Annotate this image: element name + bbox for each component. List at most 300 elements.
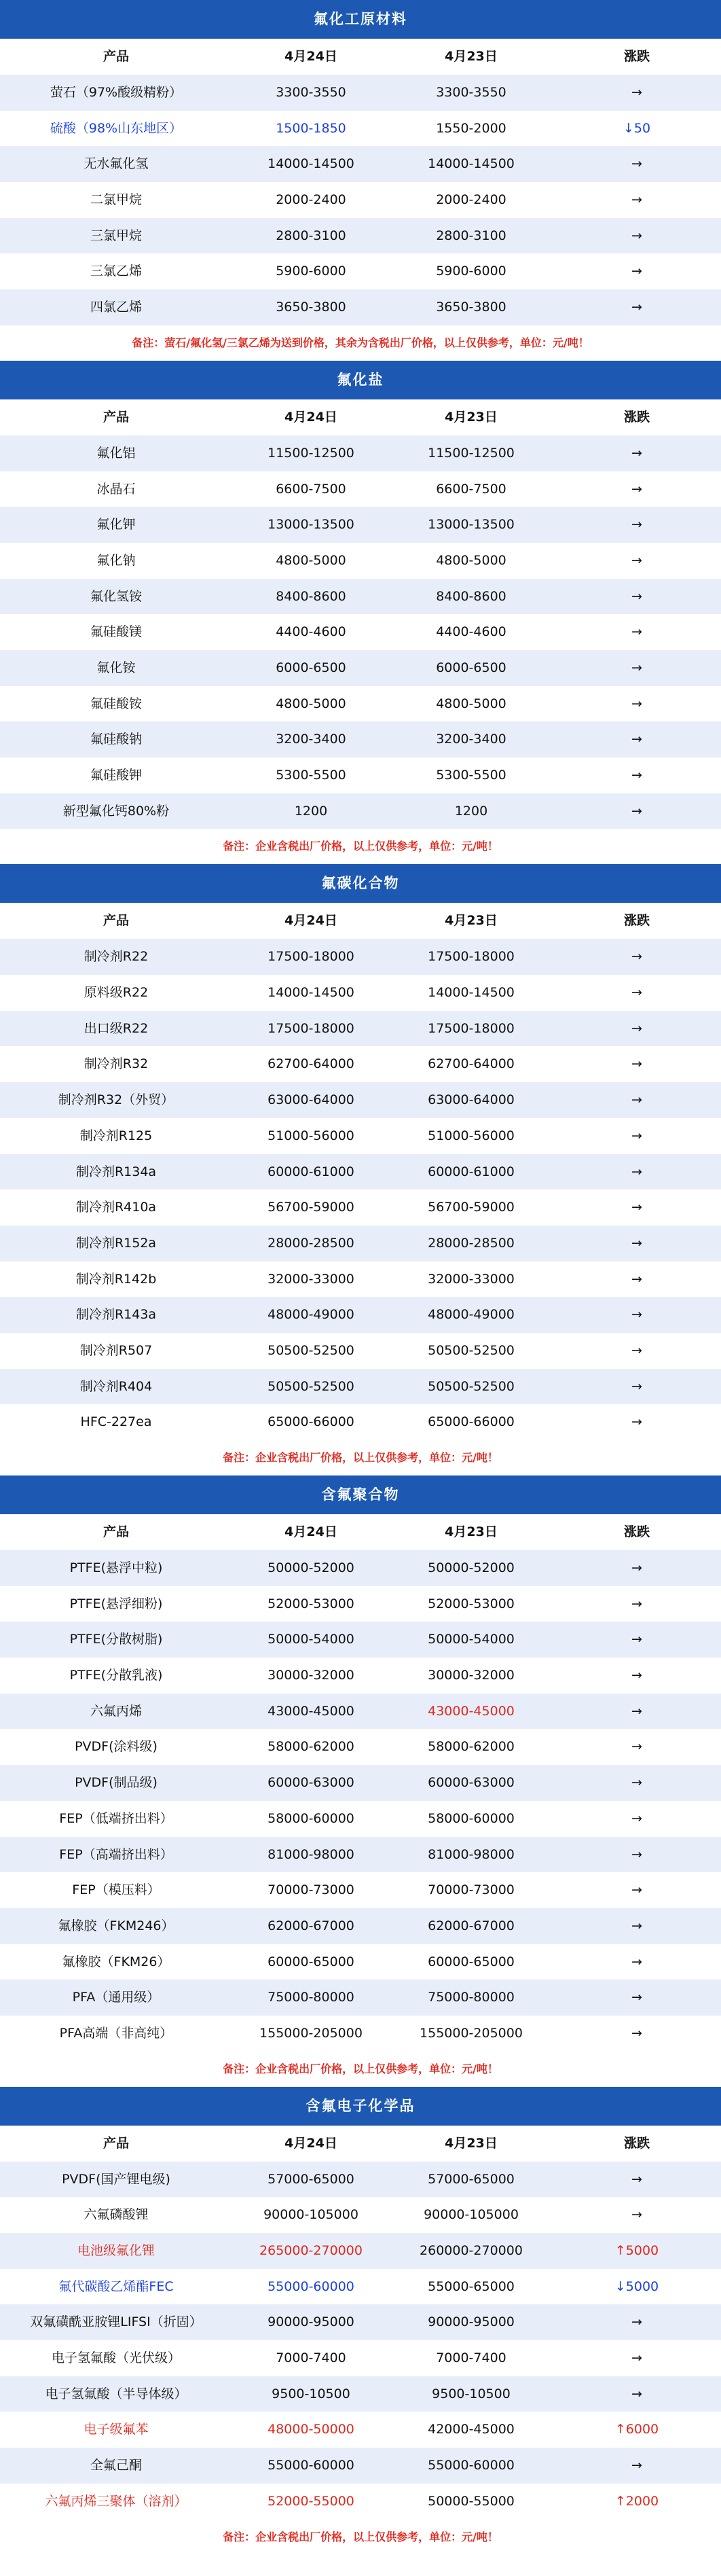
price-cell: 5900-6000 bbox=[436, 264, 506, 279]
product-name: 六氟丙烯三聚体（溶剂） bbox=[45, 2493, 187, 2509]
price-cell: 58000-62000 bbox=[428, 1739, 515, 1755]
price-cell: 28000-28500 bbox=[428, 1235, 515, 1251]
table-row bbox=[0, 2340, 721, 2376]
table-row bbox=[0, 1980, 721, 2016]
product-name: HFC-227ea bbox=[80, 1414, 152, 1430]
change-cell: → bbox=[631, 2207, 642, 2223]
price-cell: 17500-18000 bbox=[267, 1020, 354, 1036]
price-cell: 51000-56000 bbox=[428, 1128, 515, 1143]
product-name: 氟硅酸铵 bbox=[90, 696, 142, 711]
change-cell: → bbox=[631, 1164, 642, 1179]
price-cell: 50500-52500 bbox=[267, 1378, 354, 1394]
table-row bbox=[0, 1297, 721, 1333]
section-1 bbox=[0, 0, 721, 361]
change-cell: → bbox=[631, 1200, 642, 1215]
change-cell: → bbox=[631, 803, 642, 819]
table-row bbox=[0, 2016, 721, 2052]
change-cell: → bbox=[631, 445, 642, 461]
price-cell: 62700-64000 bbox=[267, 1056, 354, 1072]
section-title: 含氟聚合物 bbox=[0, 1475, 721, 1514]
change-cell: → bbox=[631, 1235, 642, 1251]
product-name: PFA高端（非高纯） bbox=[59, 2025, 173, 2041]
header-cell: 产品 bbox=[103, 49, 129, 64]
table-row bbox=[0, 507, 721, 543]
change-cell: → bbox=[631, 300, 642, 315]
product-name: 制冷剂R507 bbox=[79, 1342, 153, 1358]
price-cell: 8400-8600 bbox=[436, 588, 506, 604]
price-cell: 3300-3550 bbox=[436, 85, 506, 100]
price-cell: 60000-63000 bbox=[267, 1775, 354, 1791]
change-cell: → bbox=[631, 2350, 642, 2366]
product-name: 氟橡胶（FKM26） bbox=[62, 1954, 170, 1969]
product-name: 氟化钠 bbox=[96, 552, 136, 568]
product-name: 制冷剂R404 bbox=[79, 1378, 153, 1394]
change-cell: → bbox=[631, 228, 642, 243]
change-cell: → bbox=[631, 1668, 642, 1683]
price-cell: 13000-13500 bbox=[267, 517, 354, 533]
table-row bbox=[0, 2197, 721, 2233]
section-note: 备注：企业含税出厂价格，以上仅供参考，单位：元/吨！ bbox=[223, 840, 498, 853]
product-name: 原料级R22 bbox=[84, 985, 149, 1001]
product-name: 全氟己酮 bbox=[90, 2458, 142, 2473]
price-cell: 56700-59000 bbox=[428, 1200, 515, 1215]
change-cell: → bbox=[631, 1739, 642, 1755]
change-cell: → bbox=[631, 1703, 642, 1719]
price-cell: 4400-4600 bbox=[436, 624, 506, 640]
header-cell: 产品 bbox=[103, 409, 129, 425]
change-cell: → bbox=[631, 1882, 642, 1898]
change-cell: → bbox=[631, 85, 642, 100]
change-cell: → bbox=[631, 1918, 642, 1933]
header-cell: 4月24日 bbox=[284, 2135, 337, 2151]
table-row bbox=[0, 579, 721, 615]
price-cell: 5900-6000 bbox=[276, 264, 346, 279]
table-row bbox=[0, 2448, 721, 2484]
table-row bbox=[0, 2412, 721, 2448]
price-cell: 9500-10500 bbox=[272, 2386, 350, 2401]
product-name: 氟化铵 bbox=[96, 660, 136, 675]
product-name: PVDF(涂料级) bbox=[75, 1739, 158, 1755]
table-row bbox=[0, 650, 721, 686]
change-cell: ↓50 bbox=[623, 120, 651, 136]
price-cell: 42000-45000 bbox=[428, 2422, 515, 2437]
change-cell: → bbox=[631, 1632, 642, 1647]
section-note: 备注：企业含税出厂价格，以上仅供参考，单位：元/吨！ bbox=[223, 2530, 498, 2543]
header-cell: 4月23日 bbox=[445, 1524, 498, 1539]
price-cell: 1200 bbox=[294, 803, 328, 819]
section-title: 含氟电子化学品 bbox=[0, 2087, 721, 2126]
table-row bbox=[0, 1872, 721, 1908]
price-cell: 14000-14500 bbox=[428, 985, 515, 1001]
product-name: 氟硅酸钾 bbox=[90, 768, 142, 783]
change-cell: → bbox=[631, 1560, 642, 1575]
price-cell: 75000-80000 bbox=[267, 1990, 354, 2005]
table-row bbox=[0, 2162, 721, 2198]
change-cell: → bbox=[631, 2171, 642, 2187]
table-row bbox=[0, 182, 721, 218]
price-cell: 14000-14500 bbox=[267, 156, 354, 172]
header-cell: 产品 bbox=[103, 2135, 129, 2151]
table-row bbox=[0, 757, 721, 793]
table-row bbox=[0, 614, 721, 650]
price-cell: 63000-64000 bbox=[428, 1092, 515, 1108]
table-row bbox=[0, 1404, 721, 1440]
price-cell: 155000-205000 bbox=[420, 2025, 523, 2041]
header-cell: 产品 bbox=[103, 1524, 129, 1539]
price-cell: 1550-2000 bbox=[436, 120, 506, 136]
table-header bbox=[0, 399, 721, 435]
price-cell: 8400-8600 bbox=[276, 588, 346, 604]
change-cell: → bbox=[631, 1056, 642, 1072]
product-name: 制冷剂R22 bbox=[84, 949, 149, 965]
price-cell: 48000-49000 bbox=[428, 1307, 515, 1323]
price-cell: 43000-45000 bbox=[428, 1703, 515, 1719]
table-header bbox=[0, 39, 721, 75]
table-row bbox=[0, 1837, 721, 1873]
price-cell: 3300-3550 bbox=[276, 85, 346, 100]
price-cell: 81000-98000 bbox=[428, 1846, 515, 1862]
price-cell: 70000-73000 bbox=[267, 1882, 354, 1898]
price-cell: 55000-60000 bbox=[267, 2278, 354, 2294]
change-cell: → bbox=[631, 732, 642, 747]
table-row bbox=[0, 721, 721, 757]
header-cell: 4月23日 bbox=[445, 2135, 498, 2151]
product-name: 制冷剂R134a bbox=[75, 1164, 157, 1179]
header-cell: 涨跌 bbox=[623, 913, 650, 929]
header-cell: 产品 bbox=[103, 913, 129, 929]
product-name: 四氯乙烯 bbox=[90, 300, 142, 315]
product-name: 二氯甲烷 bbox=[90, 192, 142, 208]
header-cell: 涨跌 bbox=[623, 2135, 650, 2151]
change-cell: → bbox=[631, 2025, 642, 2041]
price-cell: 13000-13500 bbox=[428, 517, 515, 533]
price-cell: 30000-32000 bbox=[267, 1668, 354, 1683]
product-name: 制冷剂R410a bbox=[75, 1200, 157, 1215]
product-name: FEP（低端挤出料） bbox=[59, 1810, 173, 1826]
change-cell: → bbox=[631, 552, 642, 568]
table-row bbox=[0, 1801, 721, 1837]
table-row bbox=[0, 543, 721, 579]
change-cell: → bbox=[631, 1271, 642, 1287]
change-cell: → bbox=[631, 192, 642, 208]
table-row bbox=[0, 111, 721, 147]
product-name: 制冷剂R32 bbox=[84, 1056, 149, 1072]
product-name: FEP（模压料） bbox=[72, 1882, 160, 1898]
price-cell: 32000-33000 bbox=[428, 1271, 515, 1287]
price-cell: 50500-52500 bbox=[428, 1342, 515, 1358]
price-cell: 90000-105000 bbox=[263, 2207, 358, 2223]
header-cell: 4月24日 bbox=[284, 913, 337, 929]
price-cell: 4800-5000 bbox=[436, 552, 506, 568]
price-cell: 2800-3100 bbox=[276, 228, 346, 243]
price-cell: 62000-67000 bbox=[267, 1918, 354, 1933]
price-cell: 62700-64000 bbox=[428, 1056, 515, 1072]
change-cell: → bbox=[631, 1020, 642, 1036]
price-cell: 51000-56000 bbox=[267, 1128, 354, 1143]
price-cell: 4800-5000 bbox=[436, 696, 506, 711]
product-name: 氟化钾 bbox=[96, 517, 136, 533]
price-cell: 14000-14500 bbox=[428, 156, 515, 172]
product-name: PFA（通用级） bbox=[72, 1990, 160, 2005]
header-cell: 4月24日 bbox=[284, 49, 337, 64]
section-title: 氟化盐 bbox=[0, 361, 721, 399]
section-title: 氟化工原材料 bbox=[0, 0, 721, 39]
price-cell: 48000-50000 bbox=[267, 2422, 354, 2437]
header-cell: 4月24日 bbox=[284, 409, 337, 425]
price-cell: 55000-60000 bbox=[267, 2458, 354, 2473]
price-cell: 50000-54000 bbox=[267, 1632, 354, 1647]
price-cell: 52000-53000 bbox=[267, 1596, 354, 1611]
price-cell: 65000-66000 bbox=[267, 1414, 354, 1430]
change-cell: ↑5000 bbox=[614, 2243, 659, 2258]
table-row bbox=[0, 1369, 721, 1405]
price-cell: 11500-12500 bbox=[428, 445, 515, 461]
change-cell: → bbox=[631, 1846, 642, 1862]
section-title: 氟碳化合物 bbox=[0, 864, 721, 903]
price-cell: 17500-18000 bbox=[267, 949, 354, 965]
change-cell: → bbox=[631, 1092, 642, 1108]
product-name: 萤石（97%酸级精粉） bbox=[50, 85, 183, 100]
change-cell: → bbox=[631, 588, 642, 604]
table-row bbox=[0, 1011, 721, 1047]
price-cell: 265000-270000 bbox=[259, 2243, 363, 2258]
product-name: PTFE(分散乳液) bbox=[69, 1668, 163, 1683]
table-row bbox=[0, 1729, 721, 1765]
price-cell: 60000-61000 bbox=[267, 1164, 354, 1179]
table-header bbox=[0, 2126, 721, 2162]
product-name: 电子氢氟酸（半导体级） bbox=[45, 2386, 187, 2401]
price-cell: 1200 bbox=[454, 803, 488, 819]
product-name: 制冷剂R143a bbox=[75, 1307, 157, 1323]
table-row bbox=[0, 1046, 721, 1082]
change-cell: → bbox=[631, 624, 642, 640]
price-cell: 5300-5500 bbox=[276, 768, 346, 783]
table-row bbox=[0, 1189, 721, 1226]
product-name: 无水氟化氢 bbox=[84, 156, 149, 172]
change-cell: → bbox=[631, 264, 642, 279]
product-name: 硫酸（98%山东地区） bbox=[50, 120, 183, 136]
change-cell: → bbox=[631, 1596, 642, 1611]
price-cell: 30000-32000 bbox=[428, 1668, 515, 1683]
table-row bbox=[0, 2376, 721, 2412]
header-cell: 4月23日 bbox=[445, 49, 498, 64]
change-cell: ↓5000 bbox=[614, 2278, 659, 2294]
product-name: 氟硅酸镁 bbox=[90, 624, 142, 640]
table-row bbox=[0, 2484, 721, 2520]
price-cell: 32000-33000 bbox=[267, 1271, 354, 1287]
header-cell: 涨跌 bbox=[623, 409, 650, 425]
header-cell: 涨跌 bbox=[623, 49, 650, 64]
price-cell: 60000-63000 bbox=[428, 1775, 515, 1791]
price-cell: 7000-7400 bbox=[276, 2350, 346, 2366]
change-cell: → bbox=[631, 1414, 642, 1430]
change-cell: → bbox=[631, 1990, 642, 2005]
table-row bbox=[0, 2304, 721, 2340]
product-name: 双氟磺酰亚胺锂LIFSI（折固） bbox=[30, 2314, 202, 2330]
price-cell: 55000-65000 bbox=[428, 2278, 515, 2294]
change-cell: → bbox=[631, 1128, 642, 1143]
price-cell: 4800-5000 bbox=[276, 552, 346, 568]
section-note: 备注：企业含税出厂价格，以上仅供参考，单位：元/吨！ bbox=[223, 1451, 498, 1464]
header-cell: 4月24日 bbox=[284, 1524, 337, 1539]
price-cell: 60000-61000 bbox=[428, 1164, 515, 1179]
change-cell: → bbox=[631, 1810, 642, 1826]
table-row bbox=[0, 1658, 721, 1694]
product-name: 氟橡胶（FKM246） bbox=[58, 1918, 174, 1933]
table-row bbox=[0, 435, 721, 471]
product-name: FEP（高端挤出料） bbox=[59, 1846, 173, 1862]
price-cell: 58000-62000 bbox=[267, 1739, 354, 1755]
price-cell: 50000-55000 bbox=[428, 2493, 515, 2509]
change-cell: → bbox=[631, 768, 642, 783]
product-name: PTFE(分散树脂) bbox=[69, 1632, 163, 1647]
product-name: 电子氢氟酸（光伏级） bbox=[51, 2350, 181, 2366]
table-header bbox=[0, 903, 721, 939]
table-row bbox=[0, 1226, 721, 1262]
price-cell: 6600-7500 bbox=[276, 481, 346, 497]
price-cell: 28000-28500 bbox=[267, 1235, 354, 1251]
price-cell: 63000-64000 bbox=[267, 1092, 354, 1108]
table-row bbox=[0, 1082, 721, 1118]
header-cell: 4月23日 bbox=[445, 409, 498, 425]
price-cell: 75000-80000 bbox=[428, 1990, 515, 2005]
price-cell: 9500-10500 bbox=[432, 2386, 511, 2401]
price-cell: 155000-205000 bbox=[259, 2025, 363, 2041]
change-cell: → bbox=[631, 696, 642, 711]
price-cell: 50000-52000 bbox=[428, 1560, 515, 1575]
table-row bbox=[0, 218, 721, 254]
table-row bbox=[0, 1586, 721, 1622]
product-name: 出口级R22 bbox=[84, 1020, 149, 1036]
product-name: 六氟丙烯 bbox=[90, 1703, 142, 1719]
table-row bbox=[0, 1694, 721, 1730]
product-name: 制冷剂R125 bbox=[79, 1128, 153, 1143]
section-4 bbox=[0, 1475, 721, 2087]
section-3 bbox=[0, 864, 721, 1475]
change-cell: → bbox=[631, 2386, 642, 2401]
price-cell: 11500-12500 bbox=[267, 445, 354, 461]
price-cell: 6600-7500 bbox=[436, 481, 506, 497]
change-cell: → bbox=[631, 660, 642, 675]
price-cell: 3650-3800 bbox=[436, 300, 506, 315]
change-cell: ↑6000 bbox=[614, 2422, 659, 2437]
price-cell: 65000-66000 bbox=[428, 1414, 515, 1430]
price-cell: 6000-6500 bbox=[276, 660, 346, 675]
header-cell: 涨跌 bbox=[623, 1524, 650, 1539]
change-cell: → bbox=[631, 481, 642, 497]
table-row bbox=[0, 2233, 721, 2269]
price-cell: 17500-18000 bbox=[428, 949, 515, 965]
table-row bbox=[0, 1154, 721, 1190]
change-cell: → bbox=[631, 949, 642, 965]
price-cell: 3200-3400 bbox=[436, 732, 506, 747]
price-cell: 6000-6500 bbox=[436, 660, 506, 675]
section-note: 备注：企业含税出厂价格，以上仅供参考，单位：元/吨！ bbox=[223, 2062, 498, 2075]
price-cell: 57000-65000 bbox=[267, 2171, 354, 2187]
price-cell: 3650-3800 bbox=[276, 300, 346, 315]
product-name: 电子级氟苯 bbox=[84, 2422, 149, 2437]
table-row bbox=[0, 1765, 721, 1801]
section-2 bbox=[0, 361, 721, 865]
product-name: 六氟磷酸锂 bbox=[84, 2207, 149, 2223]
change-cell: → bbox=[631, 985, 642, 1001]
table-header bbox=[0, 1514, 721, 1550]
table-row bbox=[0, 253, 721, 289]
price-cell: 4400-4600 bbox=[276, 624, 346, 640]
product-name: 制冷剂R142b bbox=[75, 1271, 157, 1287]
price-cell: 90000-105000 bbox=[424, 2207, 519, 2223]
table-row bbox=[0, 1944, 721, 1980]
price-cell: 55000-60000 bbox=[428, 2458, 515, 2473]
product-name: 氟代碳酸乙烯酯FEC bbox=[58, 2278, 174, 2294]
change-cell: → bbox=[631, 1307, 642, 1323]
table-row bbox=[0, 75, 721, 111]
price-cell: 1500-1850 bbox=[276, 120, 346, 136]
price-cell: 48000-49000 bbox=[267, 1307, 354, 1323]
price-cell: 50000-52000 bbox=[267, 1560, 354, 1575]
price-cell: 2000-2400 bbox=[436, 192, 506, 208]
section-5 bbox=[0, 2087, 721, 2555]
price-cell: 56700-59000 bbox=[267, 1200, 354, 1215]
product-name: 冰晶石 bbox=[96, 481, 136, 497]
price-cell: 90000-95000 bbox=[428, 2314, 515, 2330]
table-row bbox=[0, 1262, 721, 1298]
price-cell: 5300-5500 bbox=[436, 768, 506, 783]
price-cell: 90000-95000 bbox=[267, 2314, 354, 2330]
price-cell: 62000-67000 bbox=[428, 1918, 515, 1933]
change-cell: → bbox=[631, 156, 642, 172]
price-cell: 60000-65000 bbox=[428, 1954, 515, 1969]
price-cell: 50000-54000 bbox=[428, 1632, 515, 1647]
product-name: PTFE(悬浮细粉) bbox=[69, 1596, 163, 1611]
product-name: 电池级氟化锂 bbox=[77, 2243, 155, 2258]
table-row bbox=[0, 1622, 721, 1658]
price-cell: 60000-65000 bbox=[267, 1954, 354, 1969]
price-cell: 57000-65000 bbox=[428, 2171, 515, 2187]
price-cell: 52000-53000 bbox=[428, 1596, 515, 1611]
table-row bbox=[0, 1550, 721, 1586]
price-cell: 50500-52500 bbox=[428, 1378, 515, 1394]
table-row bbox=[0, 939, 721, 975]
product-name: 氟化氢铵 bbox=[90, 588, 142, 604]
price-cell: 58000-60000 bbox=[428, 1810, 515, 1826]
change-cell: → bbox=[631, 1342, 642, 1358]
table-row bbox=[0, 1908, 721, 1944]
table-row bbox=[0, 793, 721, 829]
change-cell: → bbox=[631, 1954, 642, 1969]
product-name: PVDF(国产锂电级) bbox=[62, 2171, 170, 2187]
price-cell: 4800-5000 bbox=[276, 696, 346, 711]
table-row bbox=[0, 2269, 721, 2305]
price-cell: 260000-270000 bbox=[420, 2243, 523, 2258]
product-name: 氟硅酸钠 bbox=[90, 732, 142, 747]
table-row bbox=[0, 146, 721, 182]
header-cell: 4月23日 bbox=[445, 913, 498, 929]
change-cell: → bbox=[631, 517, 642, 533]
price-cell: 2800-3100 bbox=[436, 228, 506, 243]
product-name: 氟化铝 bbox=[96, 445, 136, 461]
change-cell: → bbox=[631, 1775, 642, 1791]
price-cell: 2000-2400 bbox=[276, 192, 346, 208]
price-cell: 14000-14500 bbox=[267, 985, 354, 1001]
change-cell: → bbox=[631, 1378, 642, 1394]
product-name: 三氯甲烷 bbox=[90, 228, 142, 243]
product-name: 三氯乙烯 bbox=[90, 264, 142, 279]
section-note: 备注：萤石/氟化氢/三氯乙烯为送到价格，其余为含税出厂价格，以上仅供参考，单位：元/吨！ bbox=[132, 336, 589, 349]
price-cell: 52000-55000 bbox=[267, 2493, 354, 2509]
product-name: 制冷剂R32（外贸） bbox=[58, 1092, 174, 1108]
product-name: PTFE(悬浮中粒) bbox=[69, 1560, 163, 1575]
